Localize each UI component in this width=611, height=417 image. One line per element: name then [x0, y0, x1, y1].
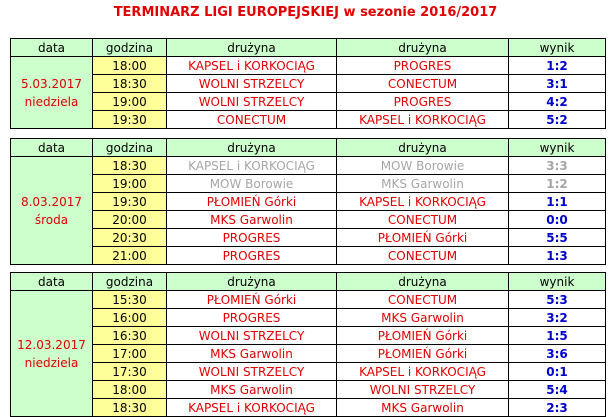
- header-time: godzina: [93, 39, 167, 57]
- match-row: [11, 57, 606, 75]
- home-team: MKS Garwolin: [167, 345, 337, 363]
- match-time: 19:30: [93, 193, 167, 211]
- away-team: PŁOMIEŃ Górki: [337, 229, 509, 247]
- away-team: MOW Borowie: [337, 157, 509, 175]
- match-row: [11, 75, 606, 93]
- away-team: PŁOMIEŃ Górki: [337, 327, 509, 345]
- header-team1: drużyna: [167, 39, 337, 57]
- home-team: WOLNI STRZELCY: [167, 75, 337, 93]
- match-day: niedziela: [24, 355, 79, 370]
- home-team: KAPSEL i KORKOCIĄG: [167, 399, 337, 417]
- match-date-cell: [11, 291, 93, 417]
- match-time: 21:00: [93, 247, 167, 265]
- match-time: 16:30: [93, 327, 167, 345]
- match-result: 0:1: [509, 363, 606, 381]
- away-team: MKS Garwolin: [337, 175, 509, 193]
- match-time: 20:30: [93, 229, 167, 247]
- match-time: 18:00: [93, 57, 167, 75]
- match-result: 5:2: [509, 111, 606, 129]
- match-day: środa: [34, 212, 69, 227]
- match-row: [11, 399, 606, 417]
- away-team: KAPSEL i KORKOCIĄG: [337, 363, 509, 381]
- match-row: [11, 157, 606, 175]
- header-result: wynik: [509, 139, 606, 157]
- match-date: 8.03.2017: [20, 194, 83, 209]
- away-team: MKS Garwolin: [337, 399, 509, 417]
- away-team: KAPSEL i KORKOCIĄG: [337, 193, 509, 211]
- away-team: KAPSEL i KORKOCIĄG: [337, 111, 509, 129]
- match-date: 12.03.2017: [17, 337, 86, 352]
- match-row: [11, 247, 606, 265]
- match-time: 19:00: [93, 175, 167, 193]
- match-result: 5:3: [509, 291, 606, 309]
- away-team: PROGRES: [337, 93, 509, 111]
- match-result: 5:5: [509, 229, 606, 247]
- away-team: WOLNI STRZELCY: [337, 381, 509, 399]
- home-team: WOLNI STRZELCY: [167, 93, 337, 111]
- schedule-table-2: [10, 138, 606, 265]
- match-row: [11, 193, 606, 211]
- match-time: 18:00: [93, 381, 167, 399]
- match-time: 18:30: [93, 157, 167, 175]
- match-time: 16:00: [93, 309, 167, 327]
- schedule-table-1: [10, 38, 606, 129]
- header-row: [11, 39, 606, 57]
- match-result: 4:2: [509, 93, 606, 111]
- match-result: 1:3: [509, 247, 606, 265]
- header-time: godzina: [93, 139, 167, 157]
- match-row: [11, 211, 606, 229]
- home-team: PŁOMIEŃ Górki: [167, 291, 337, 309]
- header-row: [11, 273, 606, 291]
- match-row: [11, 345, 606, 363]
- match-time: 20:00: [93, 211, 167, 229]
- header-team2: drużyna: [337, 39, 509, 57]
- header-date: data: [11, 139, 93, 157]
- page-title: TERMINARZ LIGI EUROPEJSKIEJ w sezonie 2016/2017: [113, 5, 498, 20]
- away-team: CONECTUM: [337, 247, 509, 265]
- match-row: [11, 381, 606, 399]
- home-team: KAPSEL i KORKOCIĄG: [167, 57, 337, 75]
- away-team: CONECTUM: [337, 291, 509, 309]
- match-result: 3:2: [509, 309, 606, 327]
- match-result: 1:2: [509, 57, 606, 75]
- header-result: wynik: [509, 273, 606, 291]
- header-time: godzina: [93, 273, 167, 291]
- header-team2: drużyna: [337, 139, 509, 157]
- match-date: 5.03.2017: [20, 76, 83, 91]
- match-time: 18:30: [93, 399, 167, 417]
- header-date: data: [11, 39, 93, 57]
- match-row: [11, 291, 606, 309]
- match-time: 19:00: [93, 93, 167, 111]
- home-team: PROGRES: [167, 247, 337, 265]
- away-team: MKS Garwolin: [337, 309, 509, 327]
- match-row: [11, 327, 606, 345]
- header-team2: drużyna: [337, 273, 509, 291]
- match-row: [11, 363, 606, 381]
- match-result: 5:4: [509, 381, 606, 399]
- match-time: 17:00: [93, 345, 167, 363]
- home-team: MOW Borowie: [167, 175, 337, 193]
- match-date-cell: [11, 57, 93, 129]
- match-result: 3:6: [509, 345, 606, 363]
- match-row: [11, 93, 606, 111]
- home-team: WOLNI STRZELCY: [167, 363, 337, 381]
- match-result: 2:3: [509, 399, 606, 417]
- match-result: 3:3: [509, 157, 606, 175]
- match-result: 0:0: [509, 211, 606, 229]
- away-team: CONECTUM: [337, 211, 509, 229]
- away-team: PROGRES: [337, 57, 509, 75]
- header-result: wynik: [509, 39, 606, 57]
- match-row: [11, 229, 606, 247]
- match-result: 3:1: [509, 75, 606, 93]
- match-time: 18:30: [93, 75, 167, 93]
- home-team: KAPSEL i KORKOCIĄG: [167, 157, 337, 175]
- match-row: [11, 175, 606, 193]
- header-team1: drużyna: [167, 139, 337, 157]
- match-row: [11, 111, 606, 129]
- header-row: [11, 139, 606, 157]
- schedule-table-3: [10, 272, 606, 417]
- match-day: niedziela: [24, 94, 79, 109]
- home-team: MKS Garwolin: [167, 211, 337, 229]
- home-team: MKS Garwolin: [167, 381, 337, 399]
- match-result: 1:2: [509, 175, 606, 193]
- match-time: 17:30: [93, 363, 167, 381]
- home-team: PŁOMIEŃ Górki: [167, 193, 337, 211]
- match-time: 19:30: [93, 111, 167, 129]
- match-date-cell: [11, 157, 93, 265]
- home-team: PROGRES: [167, 229, 337, 247]
- match-result: 1:1: [509, 193, 606, 211]
- away-team: CONECTUM: [337, 75, 509, 93]
- header-date: data: [11, 273, 93, 291]
- header-team1: drużyna: [167, 273, 337, 291]
- match-result: 1:5: [509, 327, 606, 345]
- home-team: CONECTUM: [167, 111, 337, 129]
- away-team: PŁOMIEŃ Górki: [337, 345, 509, 363]
- match-time: 15:30: [93, 291, 167, 309]
- home-team: WOLNI STRZELCY: [167, 327, 337, 345]
- home-team: PROGRES: [167, 309, 337, 327]
- match-row: [11, 309, 606, 327]
